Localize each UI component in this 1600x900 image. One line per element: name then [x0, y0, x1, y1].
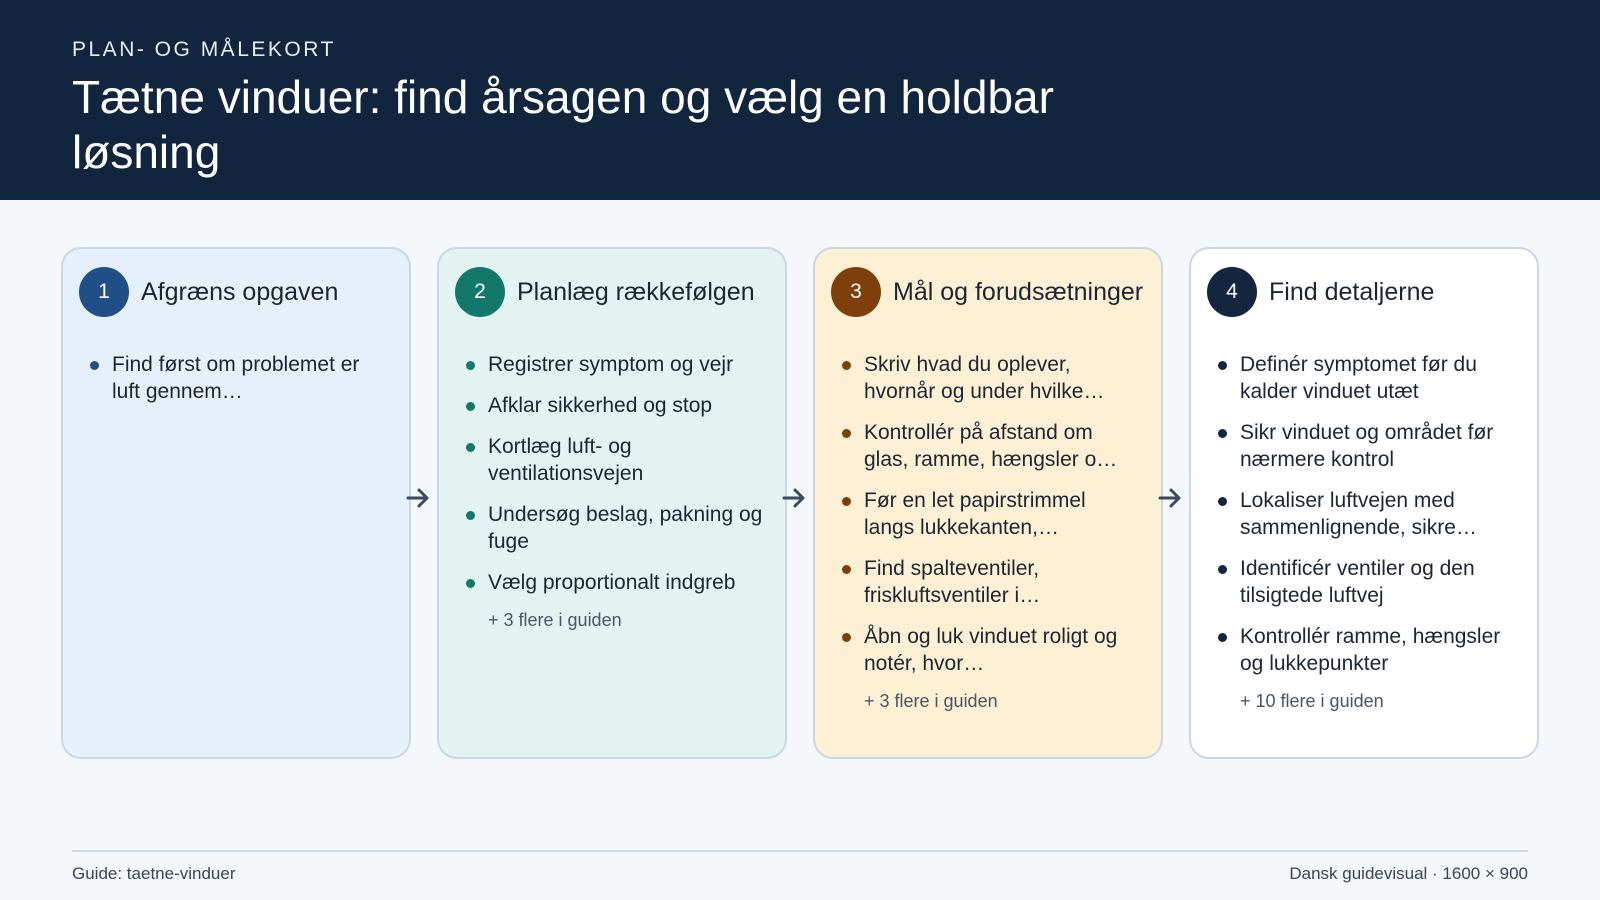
bullet-dot-icon [842, 429, 851, 438]
header-band [0, 0, 1600, 200]
bullet-text: Undersøg beslag, pakning og fuge [488, 503, 763, 553]
bullet-dot-icon [842, 497, 851, 506]
bullet-dot-icon [466, 511, 475, 520]
bullet-text: Find spalteventiler, friskluftsventiler i… [864, 557, 1041, 607]
bullet-item [1217, 419, 1517, 473]
step-card-2 [437, 247, 787, 759]
footer-divider [72, 850, 1528, 852]
bullet-text: Vælg proportionalt indgreb [488, 571, 736, 594]
bullet-text: Lokaliser luftvejen med sammenlignende, sikre… [1240, 489, 1477, 539]
bullet-item [465, 392, 765, 419]
bullet-item [1217, 623, 1517, 677]
bullet-text: Skriv hvad du oplever, hvornår og under hvilke… [864, 353, 1105, 403]
footer-guide-label: Guide: taetne-vinduer [72, 864, 236, 883]
bullet-text: Sikr vinduet og området før nærmere kontrol [1240, 421, 1494, 471]
bullet-dot-icon [466, 579, 475, 588]
bullet-text: Kontrollér på afstand om glas, ramme, hængsler o… [864, 421, 1118, 471]
bullet-list [831, 351, 1145, 677]
step-number-badge: 2 [455, 267, 505, 317]
bullet-list [1207, 351, 1521, 677]
step-card-1 [61, 247, 411, 759]
page-title: Tætne vinduer: find årsagen og vælg en holdbar løsning [72, 71, 1054, 178]
bullet-text: Registrer symptom og vejr [488, 353, 734, 376]
bullet-dot-icon [1218, 361, 1227, 370]
card-title: Planlæg rækkefølgen [517, 277, 755, 306]
bullet-text: Åbn og luk vinduet roligt og notér, hvor… [864, 625, 1118, 675]
bullet-text: Definér symptomet før du kalder vinduet utæt [1240, 353, 1477, 403]
bullet-dot-icon [466, 402, 475, 411]
bullet-list [79, 351, 393, 405]
card-title: Find detaljerne [1269, 277, 1435, 306]
bullet-text: Før en let papirstrimmel langs lukkekanten,… [864, 489, 1086, 539]
bullet-dot-icon [466, 443, 475, 452]
more-in-guide-note: + 10 flere i guiden [1240, 691, 1384, 711]
bullet-item [465, 501, 765, 555]
step-number-badge: 3 [831, 267, 881, 317]
eyebrow-label: PLAN- OG MÅLEKORT [72, 38, 336, 61]
bullet-dot-icon [90, 361, 99, 370]
more-in-guide-note: + 3 flere i guiden [864, 691, 998, 711]
step-card-3 [813, 247, 1163, 759]
bullet-dot-icon [842, 633, 851, 642]
bullet-dot-icon [842, 361, 851, 370]
more-in-guide-note: + 3 flere i guiden [488, 610, 622, 630]
bullet-text: Afklar sikkerhed og stop [488, 394, 713, 417]
step-number-badge: 1 [79, 267, 129, 317]
bullet-list [455, 351, 769, 596]
bullet-item [465, 351, 765, 378]
bullet-dot-icon [1218, 633, 1227, 642]
bullet-item [465, 433, 765, 487]
bullet-text: Kortlæg luft- og ventilationsvejen [488, 435, 644, 485]
bullet-dot-icon [1218, 429, 1227, 438]
bullet-item [841, 419, 1141, 473]
arrow-right-icon [1157, 485, 1183, 511]
card-header [455, 267, 769, 317]
bullet-item [465, 569, 765, 596]
bullet-item [841, 555, 1141, 609]
card-header [1207, 267, 1521, 317]
bullet-dot-icon [466, 361, 475, 370]
bullet-item [841, 623, 1141, 677]
bullet-item [841, 351, 1141, 405]
arrow-right-icon [781, 485, 807, 511]
bullet-dot-icon [1218, 497, 1227, 506]
card-header [831, 267, 1145, 317]
step-number-badge: 4 [1207, 267, 1257, 317]
card-title: Mål og forudsætninger [893, 277, 1144, 306]
step-card-4 [1189, 247, 1539, 759]
bullet-item [1217, 555, 1517, 609]
arrow-right-icon [405, 485, 431, 511]
card-title: Afgræns opgaven [141, 277, 339, 306]
footer-format-label: Dansk guidevisual · 1600 × 900 [1289, 864, 1528, 883]
bullet-text: Identificér ventiler og den tilsigtede luftvej [1240, 557, 1475, 607]
card-header [79, 267, 393, 317]
bullet-text: Kontrollér ramme, hængsler og lukkepunkter [1240, 625, 1501, 675]
bullet-item [89, 351, 389, 405]
bullet-item [1217, 351, 1517, 405]
bullet-dot-icon [842, 565, 851, 574]
bullet-item [1217, 487, 1517, 541]
bullet-dot-icon [1218, 565, 1227, 574]
card-row [61, 247, 1539, 759]
bullet-item [841, 487, 1141, 541]
bullet-text: Find først om problemet er luft gennem… [112, 353, 360, 403]
